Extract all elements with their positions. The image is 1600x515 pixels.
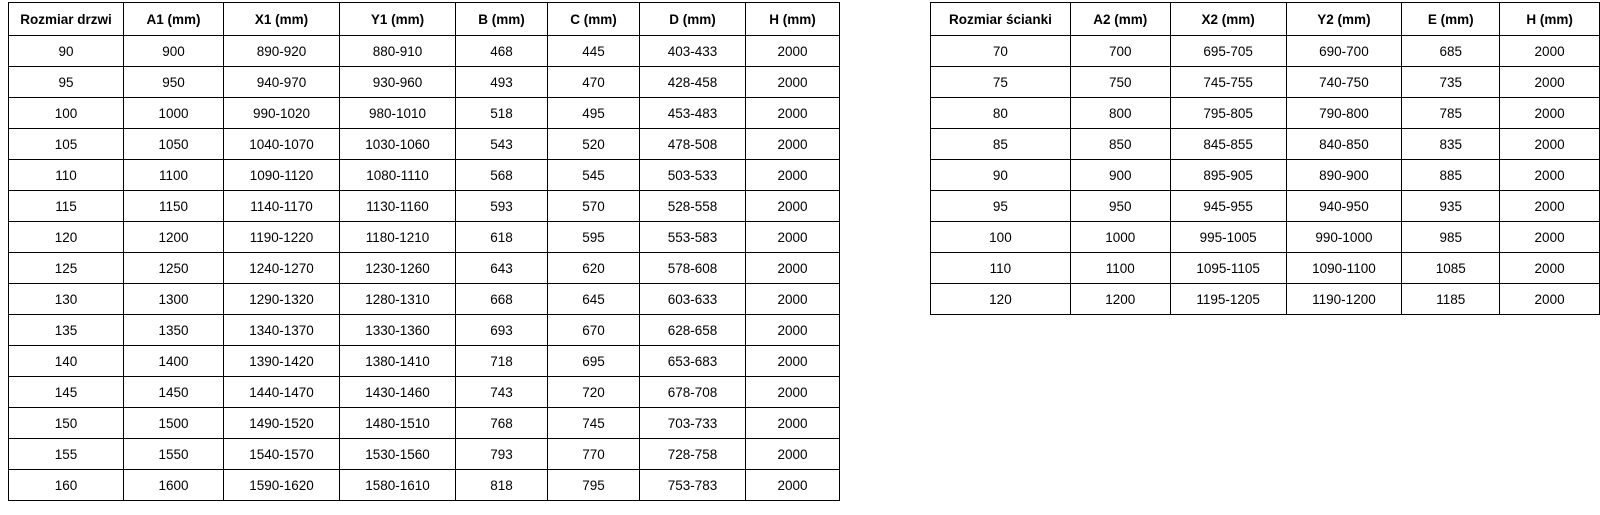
table-row: [9, 98, 840, 129]
column-header: Rozmiar ścianki: [931, 3, 1071, 36]
column-header: X2 (mm): [1170, 3, 1286, 36]
table-cell: 110: [9, 160, 124, 191]
table-cell: 135: [9, 315, 124, 346]
table-cell: 145: [9, 377, 124, 408]
table-row: [931, 191, 1600, 222]
table-cell: 2000: [746, 129, 840, 160]
table-cell: 818: [456, 470, 548, 501]
table-cell: 945-955: [1170, 191, 1286, 222]
table-cell: 1390-1420: [224, 346, 340, 377]
table-cell: 930-960: [340, 67, 456, 98]
table-cell: 890-900: [1286, 160, 1402, 191]
table-cell: 553-583: [640, 222, 746, 253]
table-cell: 2000: [746, 160, 840, 191]
table-cell: 795-805: [1170, 98, 1286, 129]
table-cell: 1085: [1402, 253, 1500, 284]
table-cell: 1050: [124, 129, 224, 160]
table-row: [931, 67, 1600, 98]
table-cell: 115: [9, 191, 124, 222]
table-row: [9, 191, 840, 222]
table-cell: 125: [9, 253, 124, 284]
table-cell: 478-508: [640, 129, 746, 160]
table-cell: 95: [9, 67, 124, 98]
table-cell: 718: [456, 346, 548, 377]
column-header: C (mm): [548, 3, 640, 36]
table-cell: 668: [456, 284, 548, 315]
table-cell: 503-533: [640, 160, 746, 191]
table-header-row: [931, 3, 1600, 36]
table-cell: 1200: [124, 222, 224, 253]
table-cell: 100: [9, 98, 124, 129]
table-cell: 570: [548, 191, 640, 222]
table-cell: 470: [548, 67, 640, 98]
table-cell: 645: [548, 284, 640, 315]
table-cell: 1090-1100: [1286, 253, 1402, 284]
table-row: [931, 160, 1600, 191]
table-row: [9, 36, 840, 67]
table-cell: 1490-1520: [224, 408, 340, 439]
table-row: [9, 160, 840, 191]
table-cell: 1550: [124, 439, 224, 470]
column-header: H (mm): [1500, 3, 1600, 36]
table-cell: 543: [456, 129, 548, 160]
table-cell: 1380-1410: [340, 346, 456, 377]
table-cell: 768: [456, 408, 548, 439]
table-cell: 990-1000: [1286, 222, 1402, 253]
table-row: [9, 284, 840, 315]
walls-dimensions-table: [930, 2, 1600, 315]
table-cell: 2000: [1500, 67, 1600, 98]
table-cell: 685: [1402, 36, 1500, 67]
table-cell: 880-910: [340, 36, 456, 67]
table-cell: 518: [456, 98, 548, 129]
table-cell: 468: [456, 36, 548, 67]
table-cell: 1330-1360: [340, 315, 456, 346]
table-cell: 620: [548, 253, 640, 284]
table-cell: 453-483: [640, 98, 746, 129]
walls-dimensions-table-container: [930, 2, 1600, 315]
table-cell: 835: [1402, 129, 1500, 160]
table-cell: 140: [9, 346, 124, 377]
table-cell: 940-950: [1286, 191, 1402, 222]
table-cell: 1300: [124, 284, 224, 315]
table-row: [931, 284, 1600, 315]
table-cell: 745: [548, 408, 640, 439]
column-header: B (mm): [456, 3, 548, 36]
table-cell: 568: [456, 160, 548, 191]
table-cell: 950: [1070, 191, 1170, 222]
table-cell: 618: [456, 222, 548, 253]
doors-dimensions-table-container: [8, 2, 840, 501]
table-cell: 578-608: [640, 253, 746, 284]
table-cell: 1180-1210: [340, 222, 456, 253]
table-row: [931, 222, 1600, 253]
table-cell: 2000: [1500, 129, 1600, 160]
table-cell: 1095-1105: [1170, 253, 1286, 284]
table-cell: 940-970: [224, 67, 340, 98]
table-row: [9, 346, 840, 377]
table-cell: 428-458: [640, 67, 746, 98]
table-cell: 95: [931, 191, 1071, 222]
table-cell: 1530-1560: [340, 439, 456, 470]
table-cell: 2000: [1500, 222, 1600, 253]
table-cell: 670: [548, 315, 640, 346]
table-header-row: [9, 3, 840, 36]
column-header: Y1 (mm): [340, 3, 456, 36]
table-cell: 1090-1120: [224, 160, 340, 191]
doors-dimensions-table: [8, 2, 840, 501]
table-cell: 643: [456, 253, 548, 284]
table-cell: 2000: [746, 439, 840, 470]
table-cell: 790-800: [1286, 98, 1402, 129]
table-cell: 740-750: [1286, 67, 1402, 98]
table-row: [9, 315, 840, 346]
table-cell: 90: [931, 160, 1071, 191]
table-cell: 2000: [746, 377, 840, 408]
table-cell: 1030-1060: [340, 129, 456, 160]
table-cell: 1100: [124, 160, 224, 191]
table-cell: 2000: [1500, 36, 1600, 67]
table-cell: 1230-1260: [340, 253, 456, 284]
table-cell: 1580-1610: [340, 470, 456, 501]
table-cell: 795: [548, 470, 640, 501]
table-cell: 1400: [124, 346, 224, 377]
table-cell: 403-433: [640, 36, 746, 67]
table-cell: 735: [1402, 67, 1500, 98]
table-cell: 1250: [124, 253, 224, 284]
table-cell: 2000: [1500, 98, 1600, 129]
table-cell: 160: [9, 470, 124, 501]
table-cell: 895-905: [1170, 160, 1286, 191]
table-row: [931, 129, 1600, 160]
table-cell: 1340-1370: [224, 315, 340, 346]
table-row: [931, 98, 1600, 129]
table-cell: 693: [456, 315, 548, 346]
table-row: [9, 470, 840, 501]
table-cell: 1290-1320: [224, 284, 340, 315]
table-cell: 890-920: [224, 36, 340, 67]
table-cell: 2000: [1500, 253, 1600, 284]
table-cell: 1480-1510: [340, 408, 456, 439]
table-cell: 793: [456, 439, 548, 470]
table-cell: 1540-1570: [224, 439, 340, 470]
table-cell: 1450: [124, 377, 224, 408]
table-cell: 850: [1070, 129, 1170, 160]
table-cell: 1190-1200: [1286, 284, 1402, 315]
table-cell: 105: [9, 129, 124, 160]
column-header: H (mm): [746, 3, 840, 36]
table-cell: 743: [456, 377, 548, 408]
table-cell: 678-708: [640, 377, 746, 408]
table-cell: 885: [1402, 160, 1500, 191]
table-cell: 520: [548, 129, 640, 160]
table-cell: 495: [548, 98, 640, 129]
table-cell: 2000: [746, 222, 840, 253]
table-row: [931, 36, 1600, 67]
column-header: A2 (mm): [1070, 3, 1170, 36]
table-cell: 1430-1460: [340, 377, 456, 408]
table-cell: 785: [1402, 98, 1500, 129]
column-header: A1 (mm): [124, 3, 224, 36]
table-cell: 1600: [124, 470, 224, 501]
table-cell: 700: [1070, 36, 1170, 67]
table-cell: 75: [931, 67, 1071, 98]
table-cell: 120: [9, 222, 124, 253]
table-row: [9, 439, 840, 470]
table-cell: 753-783: [640, 470, 746, 501]
table-cell: 2000: [1500, 160, 1600, 191]
table-row: [9, 129, 840, 160]
table-cell: 720: [548, 377, 640, 408]
table-cell: 653-683: [640, 346, 746, 377]
table-cell: 90: [9, 36, 124, 67]
table-cell: 628-658: [640, 315, 746, 346]
table-cell: 800: [1070, 98, 1170, 129]
table-cell: 1440-1470: [224, 377, 340, 408]
table-cell: 85: [931, 129, 1071, 160]
table-cell: 2000: [746, 315, 840, 346]
column-header: Rozmiar drzwi: [9, 3, 124, 36]
table-row: [9, 377, 840, 408]
table-cell: 130: [9, 284, 124, 315]
table-cell: 900: [124, 36, 224, 67]
table-cell: 2000: [746, 98, 840, 129]
table-cell: 493: [456, 67, 548, 98]
table-row: [9, 222, 840, 253]
column-header: E (mm): [1402, 3, 1500, 36]
table-cell: 980-1010: [340, 98, 456, 129]
table-cell: 110: [931, 253, 1071, 284]
table-cell: 2000: [746, 36, 840, 67]
table-cell: 120: [931, 284, 1071, 315]
table-cell: 950: [124, 67, 224, 98]
table-cell: 1185: [1402, 284, 1500, 315]
table-cell: 2000: [746, 470, 840, 501]
table-cell: 1040-1070: [224, 129, 340, 160]
table-cell: 2000: [1500, 191, 1600, 222]
table-cell: 2000: [746, 67, 840, 98]
table-cell: 703-733: [640, 408, 746, 439]
table-cell: 2000: [746, 408, 840, 439]
table-cell: 545: [548, 160, 640, 191]
table-cell: 1590-1620: [224, 470, 340, 501]
table-cell: 2000: [746, 253, 840, 284]
table-cell: 1280-1310: [340, 284, 456, 315]
table-cell: 1150: [124, 191, 224, 222]
table-cell: 695-705: [1170, 36, 1286, 67]
table-cell: 750: [1070, 67, 1170, 98]
table-cell: 728-758: [640, 439, 746, 470]
table-cell: 935: [1402, 191, 1500, 222]
column-header: X1 (mm): [224, 3, 340, 36]
table-cell: 1130-1160: [340, 191, 456, 222]
table-cell: 80: [931, 98, 1071, 129]
table-cell: 2000: [746, 284, 840, 315]
table-row: [9, 253, 840, 284]
table-cell: 900: [1070, 160, 1170, 191]
table-cell: 1500: [124, 408, 224, 439]
column-header: Y2 (mm): [1286, 3, 1402, 36]
table-cell: 745-755: [1170, 67, 1286, 98]
table-cell: 445: [548, 36, 640, 67]
table-cell: 2000: [746, 346, 840, 377]
table-cell: 155: [9, 439, 124, 470]
table-cell: 100: [931, 222, 1071, 253]
table-cell: 1200: [1070, 284, 1170, 315]
table-row: [931, 253, 1600, 284]
table-cell: 990-1020: [224, 98, 340, 129]
table-cell: 985: [1402, 222, 1500, 253]
table-cell: 1195-1205: [1170, 284, 1286, 315]
table-cell: 695: [548, 346, 640, 377]
table-cell: 1080-1110: [340, 160, 456, 191]
table-cell: 1000: [124, 98, 224, 129]
table-cell: 840-850: [1286, 129, 1402, 160]
table-row: [9, 408, 840, 439]
table-cell: 150: [9, 408, 124, 439]
table-cell: 528-558: [640, 191, 746, 222]
table-cell: 995-1005: [1170, 222, 1286, 253]
table-cell: 2000: [1500, 284, 1600, 315]
table-cell: 1100: [1070, 253, 1170, 284]
table-row: [9, 67, 840, 98]
table-cell: 770: [548, 439, 640, 470]
column-header: D (mm): [640, 3, 746, 36]
table-cell: 595: [548, 222, 640, 253]
table-cell: 70: [931, 36, 1071, 67]
table-cell: 1140-1170: [224, 191, 340, 222]
table-cell: 845-855: [1170, 129, 1286, 160]
table-cell: 1190-1220: [224, 222, 340, 253]
table-cell: 1350: [124, 315, 224, 346]
table-cell: 690-700: [1286, 36, 1402, 67]
table-cell: 2000: [746, 191, 840, 222]
table-cell: 593: [456, 191, 548, 222]
table-cell: 1000: [1070, 222, 1170, 253]
table-cell: 1240-1270: [224, 253, 340, 284]
table-cell: 603-633: [640, 284, 746, 315]
